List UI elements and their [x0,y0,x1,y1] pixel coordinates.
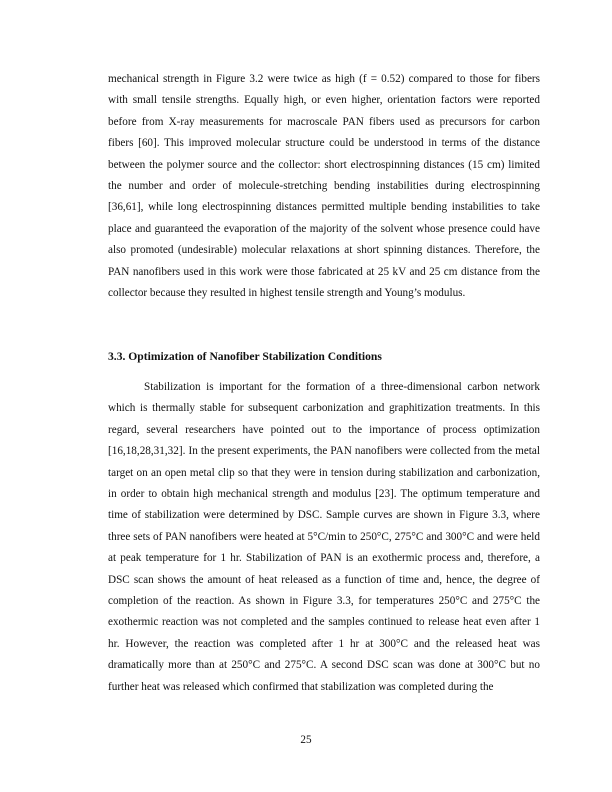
page-number: 25 [300,734,312,746]
section-spacer [108,304,540,346]
body-paragraph: Stabilization is important for the formation of a three-dimensional carbon network which is thermally stable for subsequent carbonization and graphitization treatments. In this regard, several researchers have pointed out to the importance of process optimization [16,18,28,31,32]. In the present experiments, the PAN nanofibers were collected from the metal target on an open metal clip so that they were in tension during stabilization and carbonization, in order to obtain high mechanical strength and modulus [23]. The optimum temperature and time of stabilization were determined by DSC. Sample curves are shown in Figure 3.3, where three sets of PAN nanofibers were heated at 5°C/min to 250°C, 275°C and 300°C and were held at peak temperature for 1 hr. Stabilization of PAN is an exothermic process and, therefore, a DSC scan shows the amount of heat released as a function of time and, hence, the degree of completion of the reaction. As shown in Figure 3.3, for temperatures 250°C and 275°C the exothermic reaction was not completed and the samples continued to release heat even after 1 hr. However, the reaction was completed after 1 hr at 300°C and the released heat was dramatically more than at 250°C and 275°C. A second DSC scan was done at 300°C but no further heat was released which confirmed that stabilization was completed during the [108,380,540,693]
section-heading: 3.3. Optimization of Nanofiber Stabilization Conditions [108,350,382,364]
body-paragraph-continued: mechanical strength in Figure 3.2 were twice as high (f = 0.52) compared to those for fibers with small tensile strengths. Equally high, or even higher, orientation factors were reported before from X-ray measurements for macroscale PAN fibers used as precursors for carbon fibers [60]. This improved molecular structure could be understood in terms of the distance between the polymer source and the collector: short electrospinning distances (15 cm) limited the number and order of molecule-stretching bending instabilities during electrospinning [36,61], while long electrospinning distances permitted multiple bending instabilities to take place and guaranteed the evaporation of the majority of the solvent whose presence could have also promoted (undesirable) molecular relaxations at short spinning distances. Therefore, the PAN nanofibers used in this work were those fabricated at 25 kV and 25 cm distance from the collector because they resulted in highest tensile strength and Young’s modulus. [108,73,540,300]
document-page [108,69,540,698]
heading-spacer [108,368,540,377]
